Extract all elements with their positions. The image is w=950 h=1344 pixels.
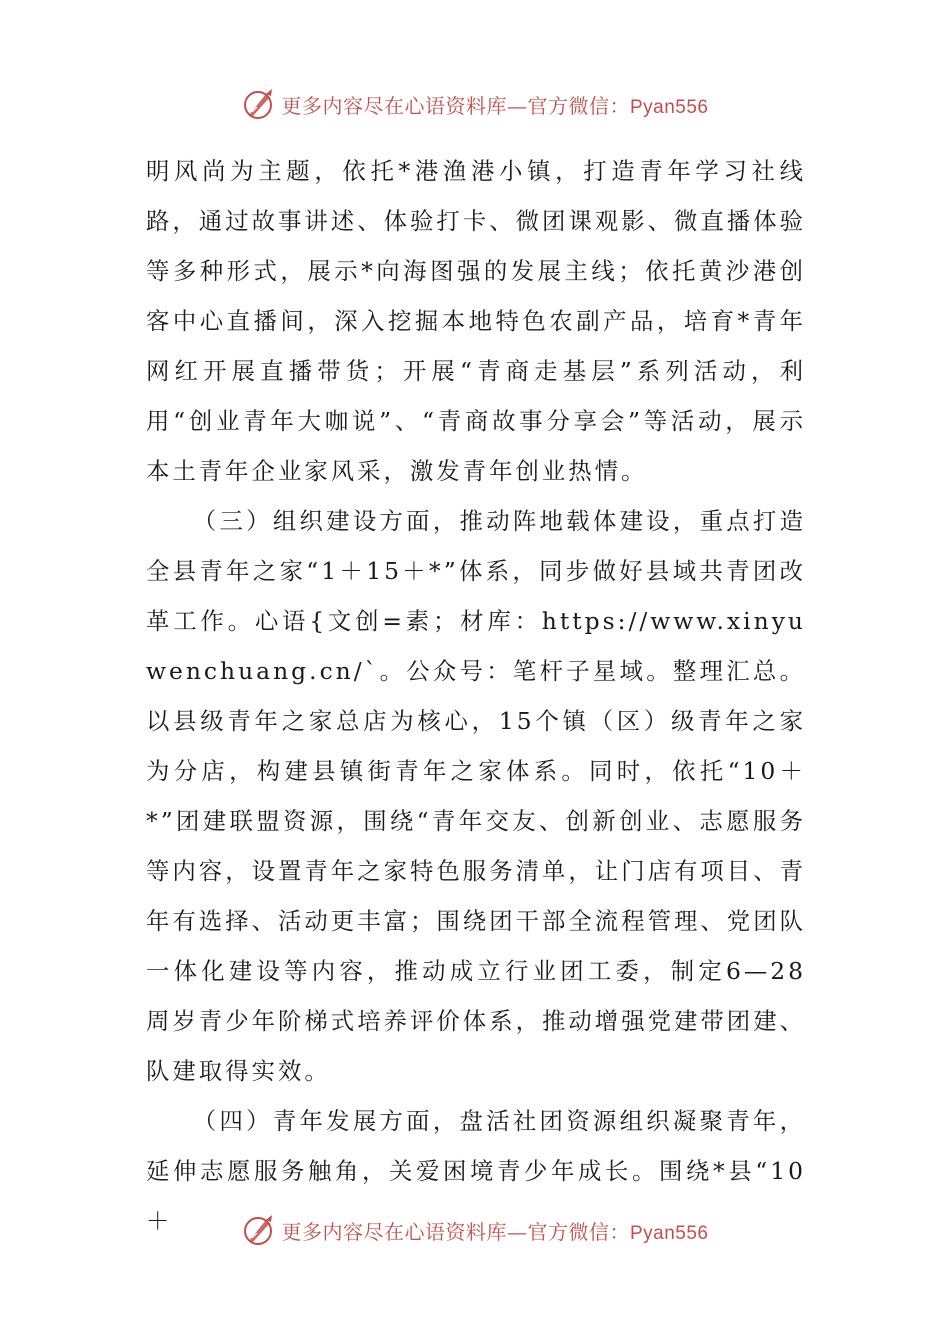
- quill-logo-icon: [241, 1212, 277, 1248]
- banner-handle: Pyan556: [629, 96, 709, 118]
- header-watermark-banner: [0, 84, 950, 124]
- paragraph-organization: （三）组织建设方面，推动阵地载体建设，重点打造全县青年之家“1＋15＋*”体系，同步做好县域共青团改革工作。心语{文创=素；材库：https://www.xinyuwenchuang.cn/`。公众号：笔杆子星域。整理汇总。以县级青年之家总店为核心，15个镇（区）级青年之家为分店，构建县镇街青年之家体系。同时，依托“10＋*”团建联盟资源，围绕“青年交友、创新创业、志愿服务等内容，设置青年之家特色服务清单，让门店有项目、青年有选择、活动更丰富；围绕团干部全流程管理、党团队一体化建设等内容，推动成立行业团工委，制定6—28周岁青少年阶梯式培养评价体系，推动增强党建带团建、队建取得实效。: [146, 507, 806, 1085]
- banner-handle: Pyan556: [629, 1222, 709, 1244]
- document-body: [146, 146, 806, 1246]
- footer-watermark-banner: [0, 1210, 950, 1250]
- paragraph-continued: 明风尚为主题，依托*港渔港小镇，打造青年学习社线路，通过故事讲述、体验打卡、微团课观影、微直播体验等多种形式，展示*向海图强的发展主线；依托黄沙港创客中心直播间，深入挖掘本地特色农副产品，培育*青年网红开展直播带货；开展“青商走基层”系列活动，利用“创业青年大咖说”、“青商故事分享会”等活动，展示本土青年企业家风采，激发青年创业热情。: [146, 157, 806, 485]
- banner-text: 更多内容尽在心语资料库—官方微信：: [281, 1219, 630, 1244]
- paragraph-youth-development: （四）青年发展方面，盘活社团资源组织凝聚青年，延伸志愿服务触角，关爱困境青少年成长。围绕*县“10＋: [146, 1107, 806, 1235]
- banner-text: 更多内容尽在心语资料库—官方微信：: [281, 93, 630, 118]
- quill-logo-icon: [241, 86, 277, 122]
